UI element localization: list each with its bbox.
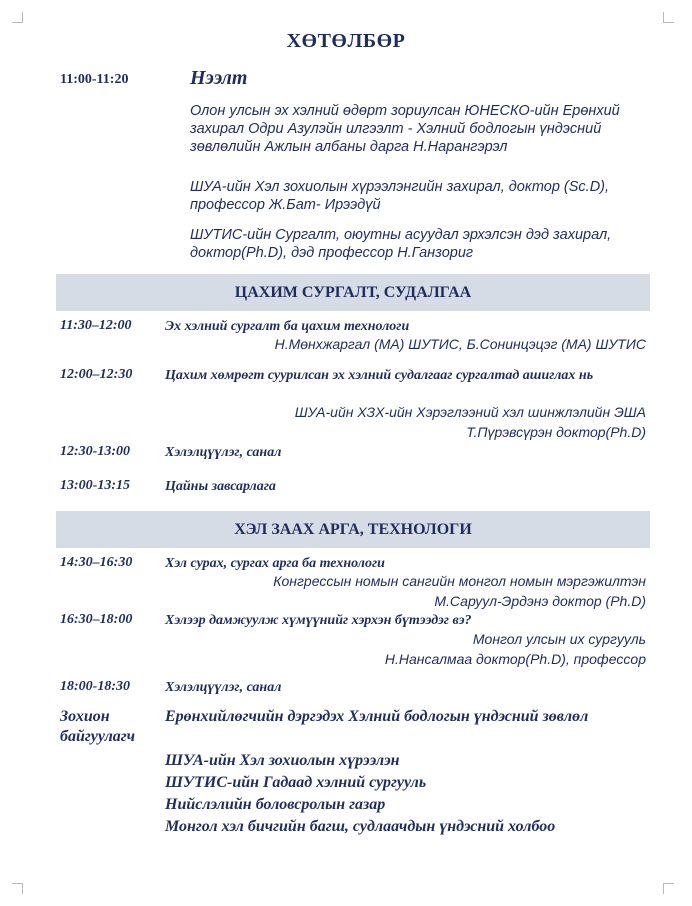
session-title: Хэлэлцүүлэг, санал: [165, 445, 282, 460]
section-heading: ХЭЛ ЗААХ АРГА, ТЕХНОЛОГИ: [56, 511, 650, 548]
organizers-label-line: байгуулагч: [60, 728, 136, 745]
crop-mark-top-right: [663, 12, 674, 23]
session-speaker: Конгрессын номын сангийн монгол номын мэргэжилтэн: [273, 573, 646, 589]
session-speaker: М.Саруул-Эрдэнэ доктор (Ph.D): [434, 593, 646, 609]
organizer-item: Ерөнхийлөгчийн дэргэдэх Хэлний бодлогын үндэсний зөвлөл: [165, 708, 589, 725]
session-time: 14:30–16:30: [60, 555, 133, 570]
session-title: Хэл сурах, сургах арга ба технологи: [165, 556, 385, 571]
session-title: Цайны завсарлага: [165, 479, 276, 494]
session-speaker: Н.Мөнхжаргал (МА) ШУТИС, Б.Сонинцэцэг (МА) ШУТИС: [274, 336, 646, 352]
organizers-label-line: Зохион: [60, 708, 110, 725]
organizer-item: ШУТИС-ийн Гадаад хэлний сургууль: [165, 774, 427, 791]
session-time: 16:30–18:00: [60, 612, 133, 627]
session-time: 18:00-18:30: [60, 679, 130, 694]
page-title: ХӨТӨЛБӨР: [286, 30, 406, 52]
section-heading: ЦАХИМ СУРГАЛТ, СУДАЛГАА: [56, 274, 650, 311]
intro-heading: Нээлт: [190, 67, 248, 89]
crop-mark-top-left: [12, 12, 23, 23]
session-time: 12:00–12:30: [60, 367, 133, 382]
organizer-item: Монгол хэл бичгийн багш, судлаачдын үндэсний холбоо: [165, 818, 556, 835]
crop-mark-bottom-left: [12, 883, 23, 894]
intro-paragraph: Олон улсын эх хэлний өдөрт зориулсан ЮНЕСКО-ийн Ерөнхий захирал Одри Азулэйн илгээлт - Хэлний бодлогын үндэсний зөвлөлийн Ажлын албаны дарга Н.Нарангэрэл: [190, 103, 620, 155]
session-title: Хэлээр дамжуулж хүмүүнийг хэрхэн бүтээдэг вэ?: [165, 613, 472, 628]
organizer-item: ШУА-ийн Хэл зохиолын хүрээлэн: [165, 752, 400, 769]
intro-paragraph: ШУА-ийн Хэл зохиолын хүрээлэнгийн захирал, доктор (Sc.D), профессор Ж.Бат- Ирээдүй: [190, 179, 610, 213]
session-time: 12:30-13:00: [60, 444, 130, 459]
session-title: Хэлэлцүүлэг, санал: [165, 680, 282, 695]
intro-paragraph: ШУТИС-ийн Сургалт, оюутны асуудал эрхэлсэн дэд захирал, доктор(Ph.D), дэд профессор Н.Ганзориг: [190, 227, 612, 261]
crop-mark-bottom-right: [663, 883, 674, 894]
organizers-label: [60, 707, 135, 747]
session-time: 11:30–12:00: [60, 318, 132, 333]
session-title: Цахим хөмрөгт суурилсан эх хэлний судалгааг сургалтад ашиглах нь: [165, 368, 594, 383]
session-speaker: ШУА-ийн ХЗХ-ийн Хэрэглээний хэл шинжлэлийн ЭША: [294, 404, 646, 420]
intro-time: 11:00-11:20: [60, 72, 129, 87]
session-time: 13:00-13:15: [60, 478, 130, 493]
organizer-item: Нийслэлийн боловсролын газар: [165, 796, 386, 813]
session-speaker: Монгол улсын их сургууль: [472, 631, 646, 647]
session-title: Эх хэлний сургалт ба цахим технологи: [165, 319, 410, 334]
session-speaker: Т.Пүрэвсүрэн доктор(Ph.D): [466, 424, 646, 440]
session-speaker: Н.Нансалмаа доктор(Ph.D), профессор: [384, 651, 646, 667]
